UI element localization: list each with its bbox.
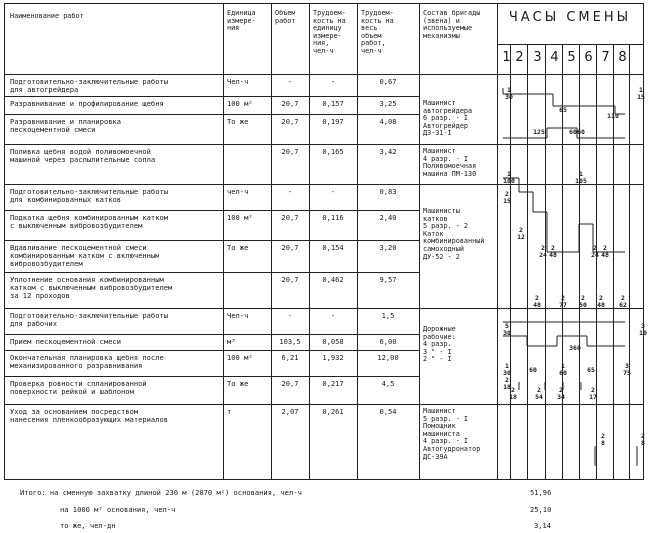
hour-number: 5 <box>567 50 576 65</box>
row-volume: 6,21 <box>281 354 299 362</box>
gantt-label: 1 30 <box>505 86 513 101</box>
summary-value-1: 51,96 <box>530 488 552 497</box>
gantt-label: 2 48 <box>601 244 609 259</box>
gantt-label: 65 <box>559 106 567 114</box>
hour-number: 7 <box>601 50 610 65</box>
col-divider <box>419 4 420 479</box>
row-volume: 20,7 <box>281 244 299 252</box>
row-labor-total: 0,83 <box>379 188 397 196</box>
row-labor-unit: 0,197 <box>322 118 344 126</box>
header-labor-total: Трудоем- кость на весь объем работ, чел-ч <box>361 10 394 55</box>
hour-number: 2 <box>515 50 524 65</box>
row-labor-total: 2,40 <box>379 214 397 222</box>
header-labor-unit: Трудоем- кость на единицу измере- ния, чел-ч <box>313 10 346 55</box>
row-unit: 100 м² <box>227 100 253 108</box>
gantt-label: 2 8 <box>641 432 645 447</box>
row-labor-total: 9,57 <box>379 276 397 284</box>
row-labor-total: 12,00 <box>377 354 399 362</box>
hour-number: 1 <box>502 50 511 65</box>
gantt-label: 3 10 <box>639 322 647 337</box>
gantt-label: 360 <box>569 344 581 352</box>
gantt-label: 65 <box>587 366 595 374</box>
gantt-label: 2 48 <box>549 244 557 259</box>
crew-road-workers: Дорожные рабочие: 4 разр. 3 " - I 2 " - I <box>423 326 456 364</box>
header-crew: Состав бригады (звена) и используемые механизмы <box>423 10 481 40</box>
gantt-label: 2 17 <box>589 386 597 401</box>
gantt-label: 1 100 <box>503 170 515 185</box>
summary-line-1: Итого: на сменную захватку длиной 230 м (2070 м²) основания, чел-ч <box>20 488 302 497</box>
gantt-label: 3 75 <box>623 362 631 377</box>
row-labor-unit: - <box>330 188 336 196</box>
row-labor-total: 3,25 <box>379 100 397 108</box>
gantt-label: 2 18 <box>503 376 511 391</box>
gantt-label: 1 30 <box>503 362 511 377</box>
gantt-label: 2 77 <box>559 294 567 309</box>
gantt-label: 2 50 <box>579 294 587 309</box>
row-unit: То же <box>227 244 249 252</box>
row-volume: 20,7 <box>281 276 299 284</box>
hour-number: 8 <box>618 50 627 65</box>
crew-watering: Машинист 4 разр. - I Поливомоечная машина ПМ-130 <box>423 148 477 178</box>
row-unit: То же <box>227 118 249 126</box>
work-schedule-table <box>4 3 647 480</box>
gantt-label: 125 <box>533 128 545 136</box>
row-labor-unit: 0,058 <box>322 338 344 346</box>
row-labor-total: 3,20 <box>379 244 397 252</box>
row-volume: 20,7 <box>281 148 299 156</box>
header-unit: Единица измере- ния <box>227 10 256 33</box>
gantt-label: 60 <box>577 128 585 136</box>
row-unit: То же <box>227 380 249 388</box>
row-name: Прием пескоцементной смеси <box>10 338 122 346</box>
row-name: Уход за основанием посредством нанесения пленкообразующих материалов <box>10 408 169 425</box>
gantt-label: 2 24 <box>539 244 547 259</box>
row-labor-unit: 0,462 <box>322 276 344 284</box>
row-volume: - <box>287 312 293 320</box>
row-labor-total: 6,00 <box>379 338 397 346</box>
row-volume: 20,7 <box>281 214 299 222</box>
row-volume: - <box>287 188 293 196</box>
row-volume: 20,7 <box>281 118 299 126</box>
gantt-label: 60 <box>569 128 577 136</box>
gantt-label: 1 105 <box>575 170 587 185</box>
gantt-label: 2 18 <box>509 386 517 401</box>
row-volume: 2,07 <box>281 408 299 416</box>
hour-number: 4 <box>550 50 559 65</box>
summary-value-3: 3,14 <box>534 521 552 530</box>
row-labor-unit: 0,154 <box>322 244 344 252</box>
crew-rollers: Машинисты катков 5 разр. - 2 Каток комбинированный самоходный ДУ-52 - 2 <box>423 208 485 261</box>
gantt-label: 2 48 <box>597 294 605 309</box>
gantt-label: 2 15 <box>503 190 511 205</box>
crew-grader: Машинист автогрейдера 6 разр. - I Автогрейдер ДЗ-31-I <box>423 100 473 138</box>
col-divider <box>223 4 224 479</box>
row-labor-unit: 0,165 <box>322 148 344 156</box>
row-name: Подготовительно-заключительные работы для рабочих <box>10 312 169 329</box>
row-labor-total: 0,54 <box>379 408 397 416</box>
row-volume: 103,5 <box>279 338 301 346</box>
row-name: Проверка ровности спланированной поверхности рейкой и шаблоном <box>10 380 147 397</box>
row-unit: м³ <box>227 338 236 346</box>
row-name: Подготовительно-заключительные работы для комбинированных катков <box>10 188 169 205</box>
crew-asphalt: Машинист 5 разр. - I Помощник машиниста 4 разр. - I Автогудронатор ДС-39А <box>423 408 481 461</box>
row-unit: т <box>227 408 232 416</box>
summary-value-2: 25,10 <box>530 505 552 514</box>
row-volume: - <box>287 78 293 86</box>
row-name: Разравнивание и профилирование щебня <box>10 100 164 108</box>
summary-line-3: то же, чел-дн <box>60 521 116 530</box>
gantt-label: 1 15 <box>637 86 645 101</box>
gantt-label: 2 54 <box>535 386 543 401</box>
row-labor-unit: 0,217 <box>322 380 344 388</box>
gantt-label: 2 62 <box>619 294 627 309</box>
row-labor-unit: 1,932 <box>322 354 344 362</box>
gantt-label: 2 8 <box>601 432 605 447</box>
hours-title: ЧАСЫ СМЕНЫ <box>508 10 632 25</box>
header-name: Наименование работ <box>10 13 84 20</box>
gantt-label: 2 12 <box>517 226 525 241</box>
gantt-label: 5 30 <box>503 322 511 337</box>
hour-number: 6 <box>584 50 593 65</box>
gantt-label: 2 24 <box>591 244 599 259</box>
row-unit: 100 м² <box>227 354 253 362</box>
row-volume: 20,7 <box>281 100 299 108</box>
row-labor-total: 4,08 <box>379 118 397 126</box>
row-unit: Чел-ч <box>227 78 249 86</box>
row-name: Вдавливание пескоцементной смеси комбинированным катком с включенным вибровозбудителем <box>10 244 160 269</box>
row-labor-total: 0,67 <box>379 78 397 86</box>
row-name: Разравнивание и планировка пескоцементной смеси <box>10 118 122 135</box>
row-unit: Чел-ч <box>227 312 249 320</box>
hours-header-divider <box>497 44 643 45</box>
hour-number: 3 <box>533 50 542 65</box>
summary-line-2: на 1000 м² основания, чел-ч <box>60 505 176 514</box>
row-volume: 20,7 <box>281 380 299 388</box>
row-labor-total: 1,5 <box>381 312 395 320</box>
row-labor-unit: 0,157 <box>322 100 344 108</box>
gantt-label: 2 34 <box>557 386 565 401</box>
row-unit: 100 м² <box>227 214 253 222</box>
gantt-label: 1 60 <box>559 362 567 377</box>
row-name: Подготовительно-заключительные работы для автогрейдера <box>10 78 169 95</box>
row-name: Окончательная планировка щебня после механизированного разравнивания <box>10 354 164 371</box>
gantt-label: 110 <box>607 112 619 120</box>
row-labor-total: 4,5 <box>381 380 395 388</box>
row-labor-unit: - <box>330 78 336 86</box>
row-labor-unit: - <box>330 312 336 320</box>
row-name: Поливка щебня водой поливомоечной машиной через распылительные сопла <box>10 148 156 165</box>
row-labor-unit: 0,261 <box>322 408 344 416</box>
gantt-label: 60 <box>529 366 537 374</box>
gantt-label: 2 48 <box>533 294 541 309</box>
row-unit: чел-ч <box>227 188 249 196</box>
row-labor-unit: 0,116 <box>322 214 344 222</box>
row-labor-total: 3,42 <box>379 148 397 156</box>
header-volume: Объем работ <box>275 10 296 25</box>
row-name: Уплотнение основания комбинированным катком с выключенным вибровозбудителем за 12 проходов <box>10 276 173 301</box>
row-name: Подкатка щебня комбинированным катком с выключенным вибровозбудителем <box>10 214 169 231</box>
